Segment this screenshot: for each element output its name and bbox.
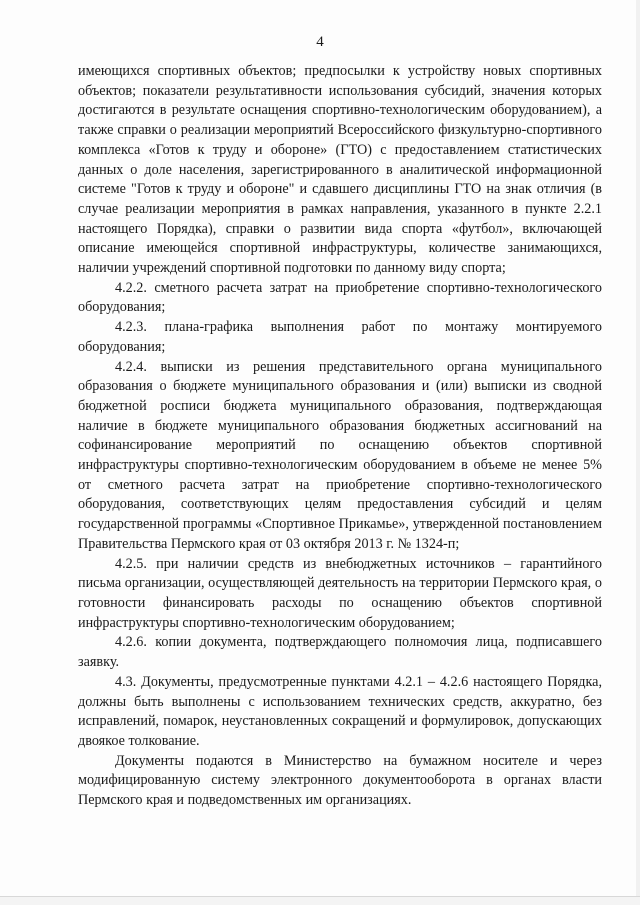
paragraph-continuation: имеющихся спортивных объектов; предпосылки к устройству новых спортивных объектов; показатели результативности использования субсидий, значения которых достигаются в результате оснащения спортивно-технологическим оборудованием), а также справки о реализации мероприятий Всероссийского физкультурно-спортивного комплекса «Готов к труду и обороне» (ГТО) с предоставлением статистических данных о доле населения, зарегистрированного в аналитической информационной системе "Готов к труду и обороне" и сдавшего дисциплины ГТО на знак отличия (в случае реализации мероприятия в рамках направления, указанного в пункте 2.2.1 настоящего Порядка), справки о развитии вида спорта «футбол», включающей описание имеющейся спортивной инфраструктуры, количестве занимающихся, наличии учреждений спортивной подготовки по данному виду спорта;	[78, 63, 602, 277]
paragraph-submission: Документы подаются в Министерство на бумажном носителе и через модифицированную систему электронного документооборота в органах власти Пермского края и подведомственных им организациях.	[78, 752, 602, 809]
paragraph-4-2-6: 4.2.6. копии документа, подтверждающего полномочия лица, подписавшего заявку.	[78, 634, 602, 671]
document-body	[78, 62, 602, 811]
scan-side-edge	[636, 0, 640, 905]
scan-bottom-edge	[0, 896, 640, 905]
paragraph-4-3: 4.3. Документы, предусмотренные пунктами 4.2.1 – 4.2.6 настоящего Порядка, должны быть выполнены с использованием технических средств, аккуратно, без исправлений, помарок, неустановленных сокращений и формулировок, допускающих двоякое толкование.	[78, 673, 602, 749]
page-number: 4	[316, 34, 324, 50]
paragraph-4-2-3: 4.2.3. плана-графика выполнения работ по монтажу монтируемого оборудования;	[78, 319, 602, 355]
paragraph-4-2-2: 4.2.2. сметного расчета затрат на приобретение спортивно-технологического оборудования;	[78, 279, 602, 316]
paragraph-4-2-4: 4.2.4. выписки из решения представительного органа муниципального образования о бюджете муниципального образования и (или) выписки из сводной бюджетной росписи бюджета муниципального образования, подтверждающая наличие в бюджете муниципального образования бюджетных ассигнований на софинансирование мероприятий по оснащению объектов спортивной инфраструктуры спортивно-технологическим оборудованием в объеме не менее 5% от сметного расчета затрат на приобретение спортивно-технологического оборудования, соответствующих целям предоставления субсидий и целям государственной программы «Спортивное Прикамье», утвержденной постановлением Правительства Пермского края от 03 октября 2013 г. № 1324-п;	[78, 358, 602, 552]
paragraph-4-2-5: 4.2.5. при наличии средств из внебюджетных источников – гарантийного письма организации, осуществляющей деятельность на территории Пермского края, о готовности финансировать расходы по оснащению объектов спортивной инфраструктуры спортивно-технологическим оборудованием;	[78, 555, 602, 631]
